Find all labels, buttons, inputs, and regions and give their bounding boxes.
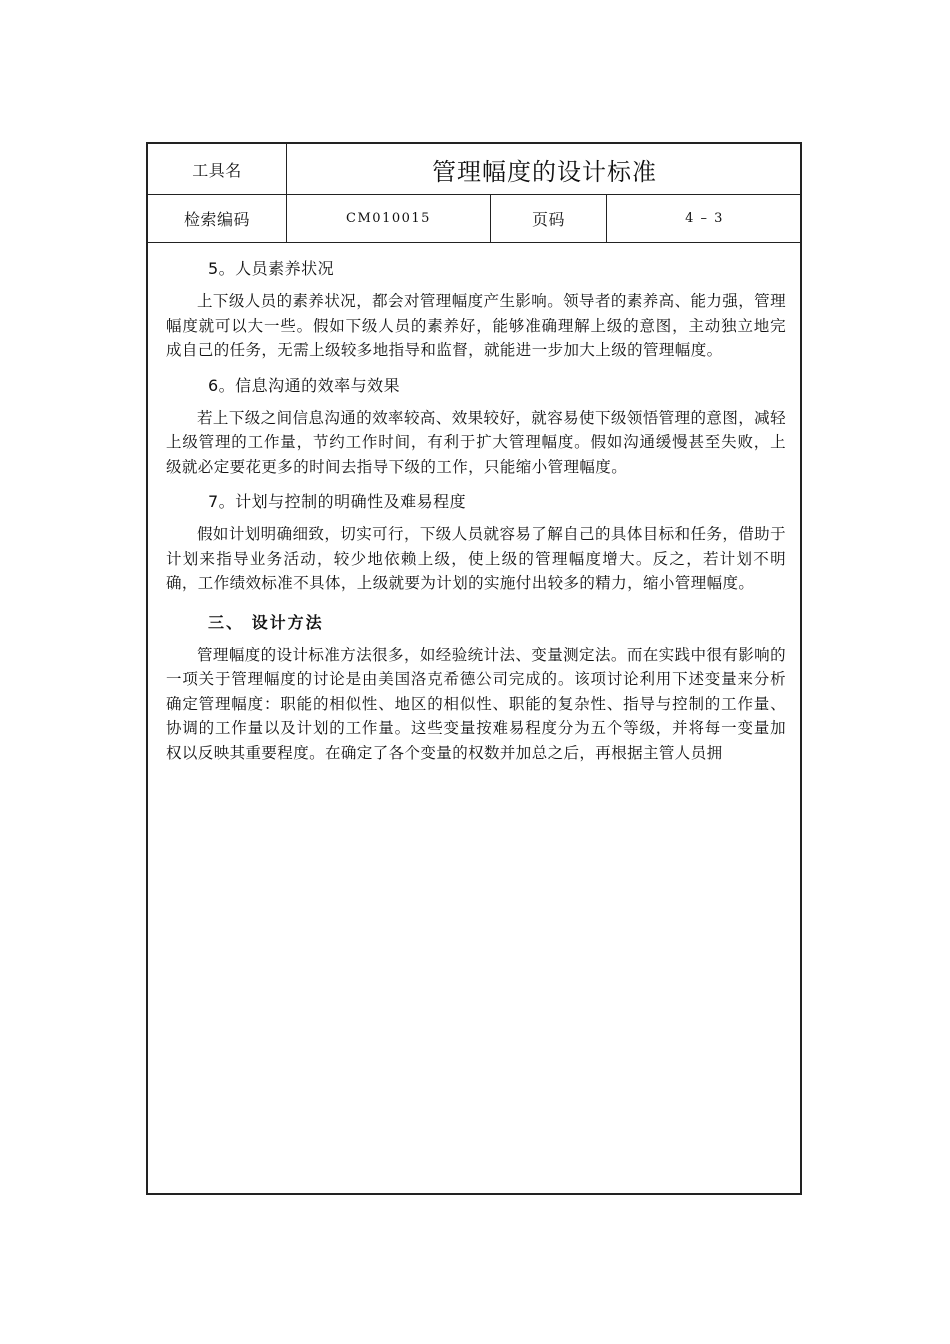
document-frame [146, 142, 802, 1195]
header-row-title [148, 144, 800, 195]
section-paragraph: 假如计划明确细致，切实可行，下级人员就容易了解自己的具体目标和任务，借助于计划来指导业务活动，较少地依赖上级，使上级的管理幅度增大。反之，若计划不明确，工作绩效标准不具体，上级就要为计划的实施付出较多的精力，缩小管理幅度。 [166, 525, 786, 592]
search-code-label: 检索编码 [183, 210, 250, 229]
method-paragraph: 管理幅度的设计标准方法很多，如经验统计法、变量测定法。而在实践中很有影响的一项关于管理幅度的讨论是由美国洛克希德公司完成的。该项讨论利用下述变量来分析确定管理幅度：职能的相似性、地区的相似性、职能的复杂性、指导与控制的工作量、协调的工作量以及计划的工作量。这些变量按难易程度分为五个等级，并将每一变量加权以反映其重要程度。在确定了各个变量的权数并加总之后，再根据主管人员拥 [166, 645, 786, 762]
document-body [166, 256, 786, 775]
document-title: 管理幅度的设计标准 [432, 157, 657, 186]
section-heading: 5。人员素养状况 [208, 259, 335, 278]
search-code-label-cell [148, 195, 287, 242]
page-label: 页码 [531, 210, 565, 229]
page-number: 4 – 3 [685, 211, 724, 226]
search-code-value-cell [287, 195, 491, 242]
section-heading: 6。信息沟通的效率与效果 [208, 375, 401, 395]
header-row-meta [148, 195, 800, 243]
tool-name-value-cell [287, 144, 802, 194]
method-heading: 三、 设计方法 [208, 612, 324, 632]
page-value-cell [607, 195, 802, 242]
tool-name-label: 工具名 [192, 160, 242, 180]
section-paragraph: 若上下级之间信息沟通的效率较高、效果较好，就容易使下级领悟管理的意图，减轻上级管理的工作量，节约工作时间，有利于扩大管理幅度。假如沟通缓慢甚至失败，上级就必定要花更多的时间去指导下级的工作，只能缩小管理幅度。 [166, 408, 786, 476]
tool-name-label-cell [148, 144, 287, 194]
section-heading: 7。计划与控制的明确性及难易程度 [208, 492, 467, 511]
section-paragraph: 上下级人员的素养状况，都会对管理幅度产生影响。领导者的素养高、能力强，管理幅度就可以大一些。假如下级人员的素养好，能够准确理解上级的意图，主动独立地完成自己的任务，无需上级较多地指导和监督，就能进一步加大上级的管理幅度。 [166, 292, 786, 359]
search-code-value: CM010015 [346, 211, 431, 226]
page-label-cell [491, 195, 607, 242]
